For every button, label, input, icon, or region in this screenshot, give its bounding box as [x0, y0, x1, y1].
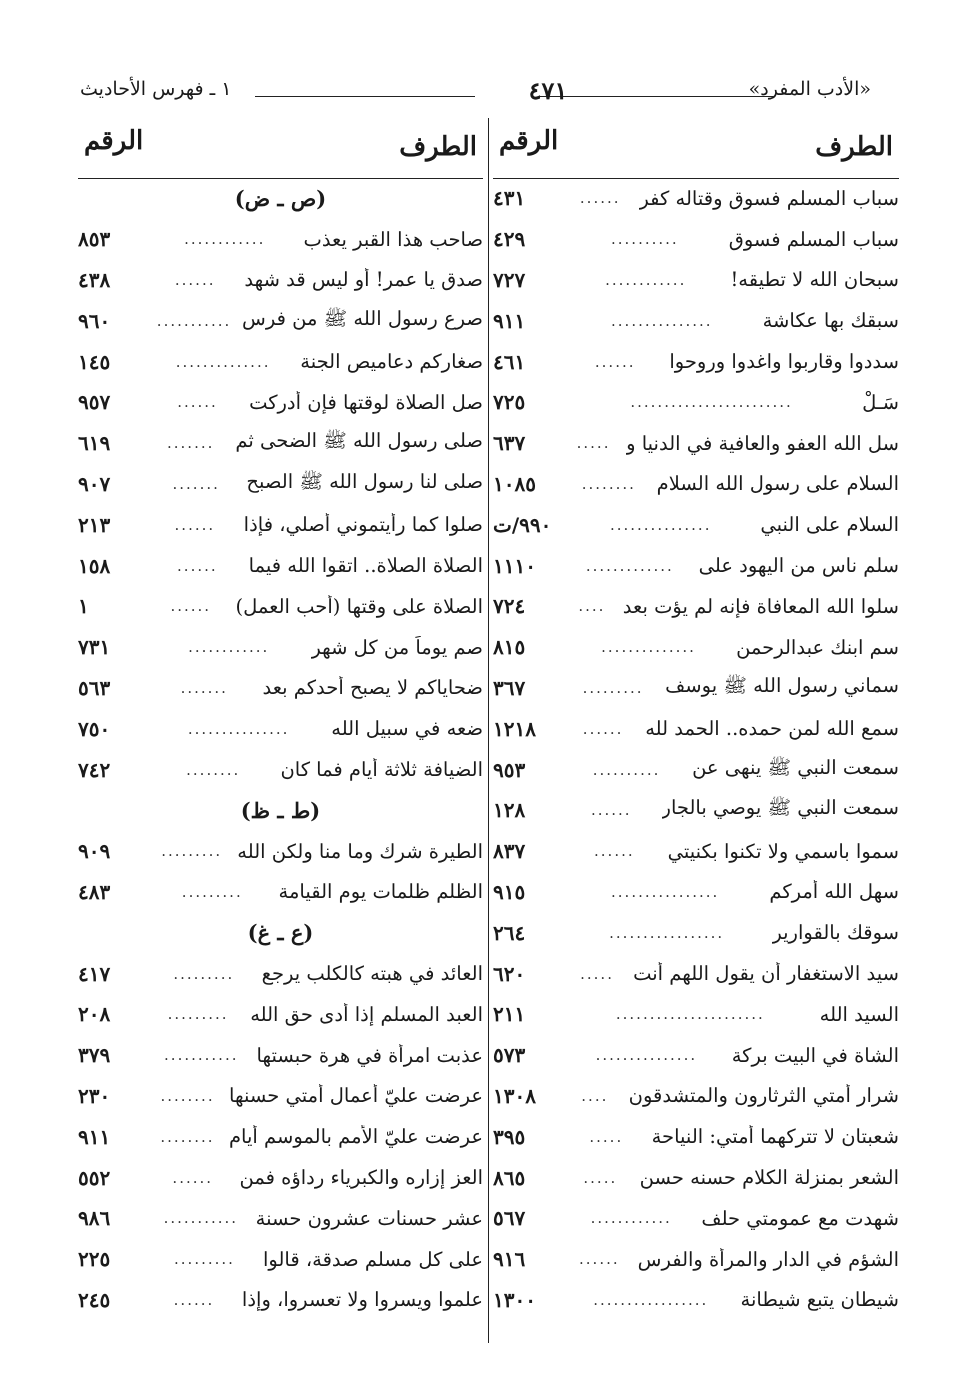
dot-leader: ......... — [167, 1005, 229, 1024]
entry-term: سهل الله أمركم — [769, 880, 899, 904]
index-entry — [78, 504, 483, 545]
column-header — [493, 120, 899, 178]
entry-term: سباب المسلم فسوق وقتاله كفر — [639, 186, 899, 210]
entry-term: شهدت مع عمومتي حلف — [701, 1206, 899, 1230]
dot-leader: ...... — [594, 352, 636, 371]
index-list — [493, 178, 899, 1320]
entry-number: ٢١٣ — [78, 512, 111, 537]
dot-leader: ............ — [188, 638, 270, 657]
index-entry — [493, 994, 899, 1035]
dot-leader: ............... — [611, 311, 713, 330]
entry-term: صلى رسول الله ﷺ الضحى ثم — [235, 429, 483, 453]
number-heading: الرقم — [84, 126, 144, 156]
index-entry — [493, 1157, 899, 1198]
entry-number: ١ — [78, 594, 89, 619]
dot-leader: ........... — [163, 1209, 239, 1228]
index-entry — [78, 994, 483, 1035]
entry-term: صم يوماً من كل شهر — [311, 635, 483, 659]
index-entry — [78, 300, 483, 341]
dot-leader: ....... — [180, 678, 228, 697]
entry-term: صرع رسول الله ﷺ من فرس — [242, 306, 483, 330]
entry-number: ٥٦٣ — [78, 675, 111, 700]
index-entry — [78, 831, 483, 872]
entry-term: الضيافة ثلاثة أيام فما كان — [280, 758, 483, 782]
index-entry — [493, 1198, 899, 1239]
index-entry — [493, 1035, 899, 1076]
entry-number: ٨٦٥ — [493, 1165, 526, 1190]
index-entry — [493, 300, 899, 341]
index-entry — [493, 1239, 899, 1280]
entry-number: ٤٦١ — [493, 349, 526, 374]
entry-number: ١٢١٨ — [493, 716, 536, 741]
entry-number: ٩٩٠/ت — [493, 512, 552, 537]
index-entry — [493, 545, 899, 586]
index-entry — [493, 341, 899, 382]
dot-leader: .............. — [175, 352, 271, 371]
index-entry — [78, 464, 483, 505]
dot-leader: ...... — [174, 515, 216, 534]
entry-term: سباب المسلم فسوق — [728, 227, 899, 251]
entry-term: عرضت عليّ الأمم بالموسم أيام — [228, 1125, 483, 1149]
dot-leader: ................ — [611, 882, 720, 901]
entry-number: ١٣٠٨ — [493, 1083, 536, 1108]
dot-leader: ............ — [184, 230, 266, 249]
dot-leader: ...................... — [615, 1005, 765, 1024]
index-entry — [78, 382, 483, 423]
entry-number: ٩١١ — [493, 308, 526, 333]
dot-leader: ....... — [172, 474, 220, 493]
entry-number: ٨٣٧ — [493, 839, 526, 864]
index-entry — [493, 627, 899, 668]
entry-number: ٧٢٥ — [493, 390, 526, 415]
dot-leader: ............. — [585, 556, 674, 575]
index-entry — [493, 790, 899, 831]
entry-number: ٩٦٠ — [78, 308, 111, 333]
dot-leader: ........ — [186, 760, 241, 779]
index-title: ١ ـ فهرس الأحاديث — [80, 78, 232, 100]
entry-term: سمع الله لمن حمده.. الحمد لله — [645, 717, 899, 741]
index-entry — [78, 1116, 483, 1157]
entry-number: ١٢٨ — [493, 798, 526, 823]
entry-number: ٦٢٠ — [493, 961, 526, 986]
entry-number: ٩١٥ — [493, 879, 526, 904]
entry-number: ٣٦٧ — [493, 675, 526, 700]
entry-number: ٣٩٥ — [493, 1124, 526, 1149]
right-column — [493, 120, 899, 1320]
entry-term: الشاة في البيت بركة — [731, 1043, 899, 1067]
entry-term: سددوا وقاربوا واغدوا وروحوا — [669, 350, 899, 374]
left-column — [78, 120, 483, 1320]
entry-number: ٢٣٠ — [78, 1083, 111, 1108]
column-divider — [488, 118, 489, 1343]
entry-number: ١٥٨ — [78, 553, 111, 578]
index-entry — [493, 178, 899, 219]
index-entry — [493, 668, 899, 709]
entry-term: على كل مسلم صدقة، قالوا — [262, 1247, 483, 1271]
index-entry — [493, 1280, 899, 1321]
entry-number: ٤٢٩ — [493, 227, 526, 252]
dot-leader: ..... — [580, 964, 614, 983]
entry-term: علموا ويسروا ولا تعسروا، وإذا — [241, 1288, 483, 1312]
entry-number: ٥٦٧ — [493, 1206, 526, 1231]
entry-number: ٧٢٤ — [493, 594, 526, 619]
dot-leader: ........................ — [630, 393, 793, 412]
entry-term: صدق يا عمر! أو ليس قد شهد — [244, 268, 483, 292]
entry-term: صلوا كما رأيتموني أصلي، فإذا — [243, 513, 483, 537]
entry-number: ٩٥٣ — [493, 757, 526, 782]
page-number: ٤٧١ — [528, 76, 568, 105]
index-entry — [493, 586, 899, 627]
entry-number: ٢٢٥ — [78, 1247, 111, 1272]
entry-term: عذبت امرأة في هرة حبستها — [256, 1043, 483, 1067]
entry-number: ٦١٩ — [78, 431, 111, 456]
entry-term: سوقك بالقوارير — [772, 921, 899, 945]
running-header — [60, 74, 899, 110]
dot-leader: ...... — [173, 1290, 215, 1309]
entry-term: الظلم ظلمات يوم القيامة — [278, 880, 483, 904]
dot-leader: ...... — [579, 1250, 620, 1269]
entry-term: سمعت النبي ﷺ يوصي بالجار — [661, 796, 899, 820]
index-entry — [78, 219, 483, 260]
entry-number: ٤٣١ — [493, 186, 526, 211]
dot-leader: .......... — [611, 230, 679, 249]
entry-term: شيطان يتبع شيطانة — [740, 1288, 899, 1312]
index-entry — [78, 749, 483, 790]
entry-term: سم ابنك عبدالرحمن — [736, 635, 899, 659]
entry-term: العبد المسلم إذا أدى حق الله — [250, 1002, 483, 1026]
entry-term: الصلاة الصلاة.. اتقوا الله فيما — [248, 554, 483, 578]
entry-term: سلم ناس من اليهود على — [698, 554, 899, 578]
index-entry — [78, 423, 483, 464]
entry-term: الشعر بمنزلة الكلام حسنه حسن — [639, 1166, 899, 1190]
entry-number: ٨٥٣ — [78, 227, 111, 252]
entry-term: سموا باسمي ولا تكنوا بكنيتي — [667, 839, 899, 863]
dot-leader: ..... — [589, 1127, 624, 1146]
term-heading: الطرف — [815, 132, 893, 162]
entry-term: سلوا الله المعافاة فإنه لم يؤت بعد — [622, 594, 899, 618]
index-entry — [78, 260, 483, 301]
entry-number: ٥٥٢ — [78, 1165, 111, 1190]
entry-term: صل الصلاة لوقتها فإن أدركت — [249, 390, 483, 414]
entry-number: ٢٠٨ — [78, 1002, 111, 1027]
index-entry — [493, 382, 899, 423]
entry-term: عرضت عليّ أعمال أمتي حسنها — [229, 1084, 483, 1108]
section-heading: (ط ـ ظ) — [240, 797, 321, 823]
dot-leader: ...... — [590, 801, 632, 820]
dot-leader: ........ — [160, 1127, 215, 1146]
dot-leader: ...... — [177, 393, 218, 412]
entry-number: ٤٨٣ — [78, 879, 111, 904]
dot-leader: ...... — [172, 1168, 214, 1187]
dot-leader: ............... — [187, 719, 290, 738]
entry-term: ضحاياكم لا يصبح أحدكم بعد — [262, 676, 483, 700]
dot-leader: ....... — [167, 434, 215, 453]
entry-term: شرار أمتي الثرثارون والمتشدقون — [628, 1084, 899, 1108]
index-entry — [78, 708, 483, 749]
section-heading: (ع ـ غ) — [247, 920, 314, 946]
index-entry — [493, 749, 899, 790]
index-entry — [493, 1116, 899, 1157]
dot-leader: .... — [581, 1086, 609, 1105]
dot-leader: ............... — [595, 1046, 698, 1065]
entry-number: ٧٥٠ — [78, 716, 111, 741]
dot-leader: ........... — [164, 1046, 239, 1065]
index-entry — [493, 423, 899, 464]
dot-leader: ........... — [156, 311, 232, 330]
dot-leader: ......... — [181, 882, 243, 901]
entry-term: السيد الله — [819, 1002, 899, 1026]
entry-term: سبقك بها عكاشة — [762, 309, 899, 333]
index-list — [78, 178, 483, 1320]
entry-number: ٩٠٩ — [78, 839, 111, 864]
entry-number: ١٤٥ — [78, 349, 111, 374]
index-entry — [78, 1280, 483, 1321]
index-entry — [493, 260, 899, 301]
entry-term: الصلاة على وقتها (أحب العمل) — [235, 594, 483, 618]
index-entry — [78, 627, 483, 668]
section-heading: (ص ـ ض) — [234, 185, 327, 211]
index-entry — [78, 953, 483, 994]
entry-number: ١٣٠٠ — [493, 1287, 536, 1312]
entry-number: ٥٧٣ — [493, 1043, 526, 1068]
term-heading: الطرف — [399, 132, 477, 162]
index-entry — [78, 341, 483, 382]
entry-number: ٢١١ — [493, 1002, 526, 1027]
entry-term: السلام على رسول الله السلام — [656, 472, 899, 496]
dot-leader: ..... — [583, 1168, 618, 1187]
index-entry — [78, 668, 483, 709]
entry-number: ٦٣٧ — [493, 431, 526, 456]
entry-term: سبحان الله لا تطيقه! — [730, 268, 899, 292]
dot-leader: ........ — [160, 1086, 215, 1105]
dot-leader: ................. — [593, 1290, 709, 1309]
entry-number: ٤٣٨ — [78, 267, 111, 292]
entry-number: ٢٤٥ — [78, 1287, 111, 1312]
column-header — [78, 120, 483, 178]
index-entry — [78, 1239, 483, 1280]
entry-number: ٩٥٧ — [78, 390, 111, 415]
entry-term: شعبتان لا تتركهما أمتي: النياحة — [651, 1125, 899, 1149]
dot-leader: ...... — [170, 597, 212, 616]
index-entry — [78, 1198, 483, 1239]
entry-number: ٢٦٤ — [493, 920, 526, 945]
number-heading: الرقم — [499, 126, 559, 156]
entry-number: ٩٠٧ — [78, 471, 111, 496]
entry-number: ٣٧٩ — [78, 1043, 111, 1068]
dot-leader: ...... — [582, 719, 624, 738]
index-entry — [493, 953, 899, 994]
entry-term: الشؤم في الدار والمرأة والفرس — [637, 1247, 899, 1271]
index-entry — [493, 1076, 899, 1117]
entry-term: سمعت النبي ﷺ ينهى عن — [692, 755, 899, 779]
index-entry — [78, 872, 483, 913]
dot-leader: ......... — [161, 842, 223, 861]
entry-term: سَـلْ — [862, 390, 899, 414]
dot-leader: ..... — [576, 434, 611, 453]
entry-term: سماني رسول الله ﷺ يوسف — [665, 673, 899, 697]
entry-number: ١١١٠ — [493, 553, 536, 578]
entry-term: عشر حسنات عشرون حسنة — [255, 1206, 483, 1230]
dot-leader: ......... — [174, 1250, 235, 1269]
dot-leader: ............... — [609, 515, 712, 534]
dot-leader: .............. — [601, 638, 696, 657]
book-title: «الأدب المفرد» — [748, 78, 871, 100]
index-entry — [78, 545, 483, 586]
entry-number: ١٠٨٥ — [493, 471, 536, 496]
dot-leader: ......... — [582, 678, 644, 697]
entry-term: سيد الاستغفار أن يقول اللهم أنت — [633, 962, 899, 986]
index-entry — [493, 831, 899, 872]
entry-number: ٩١٦ — [493, 1247, 526, 1272]
dot-leader: ......... — [173, 964, 235, 983]
dot-leader: ............ — [590, 1209, 672, 1228]
dot-leader: ............ — [605, 270, 687, 289]
entry-number: ٧٤٢ — [78, 757, 111, 782]
entry-term: صلى لنا رسول الله ﷺ الصبح — [246, 469, 483, 493]
index-entry — [493, 219, 899, 260]
entry-term: السلام على النبي — [760, 513, 899, 537]
index-entry — [78, 586, 483, 627]
dot-leader: ...... — [594, 842, 635, 861]
entry-number: ٨١٥ — [493, 635, 526, 660]
entry-term: ضعه في سبيل الله — [331, 717, 483, 741]
entry-number: ٤١٧ — [78, 961, 111, 986]
index-entry — [493, 504, 899, 545]
index-entry — [78, 1157, 483, 1198]
entry-term: صغاركم دعاميص الجنة — [300, 350, 483, 374]
entry-number: ٩٨٦ — [78, 1206, 111, 1231]
index-entry — [493, 464, 899, 505]
entry-number: ٧٣١ — [78, 635, 111, 660]
dot-leader: ...... — [579, 189, 621, 208]
dot-leader: ........ — [581, 474, 636, 493]
entry-term: العائد في هبته كالكلب يرجع — [261, 962, 483, 986]
dot-leader: .......... — [592, 760, 661, 779]
dot-leader: .... — [578, 597, 606, 616]
dot-leader: ...... — [177, 556, 218, 575]
index-entry — [493, 872, 899, 913]
entry-term: العز إزاره والكبرياء رداؤه فمن — [239, 1166, 483, 1190]
dot-leader: ...... — [174, 270, 216, 289]
index-entry — [493, 708, 899, 749]
entry-number: ٧٢٧ — [493, 267, 526, 292]
index-entry — [78, 1035, 483, 1076]
dot-leader: ................. — [609, 923, 725, 942]
entry-term: سل الله العفو والعافية في الدنيا و — [626, 431, 899, 455]
entry-term: صاحب هذا القبر يعذب — [303, 227, 483, 251]
index-entry — [493, 912, 899, 953]
index-entry — [78, 1076, 483, 1117]
entry-term: الطيرة شرك وما منا ولكن الله — [237, 839, 483, 863]
entry-number: ٩١١ — [78, 1124, 111, 1149]
header-rule — [255, 96, 475, 97]
